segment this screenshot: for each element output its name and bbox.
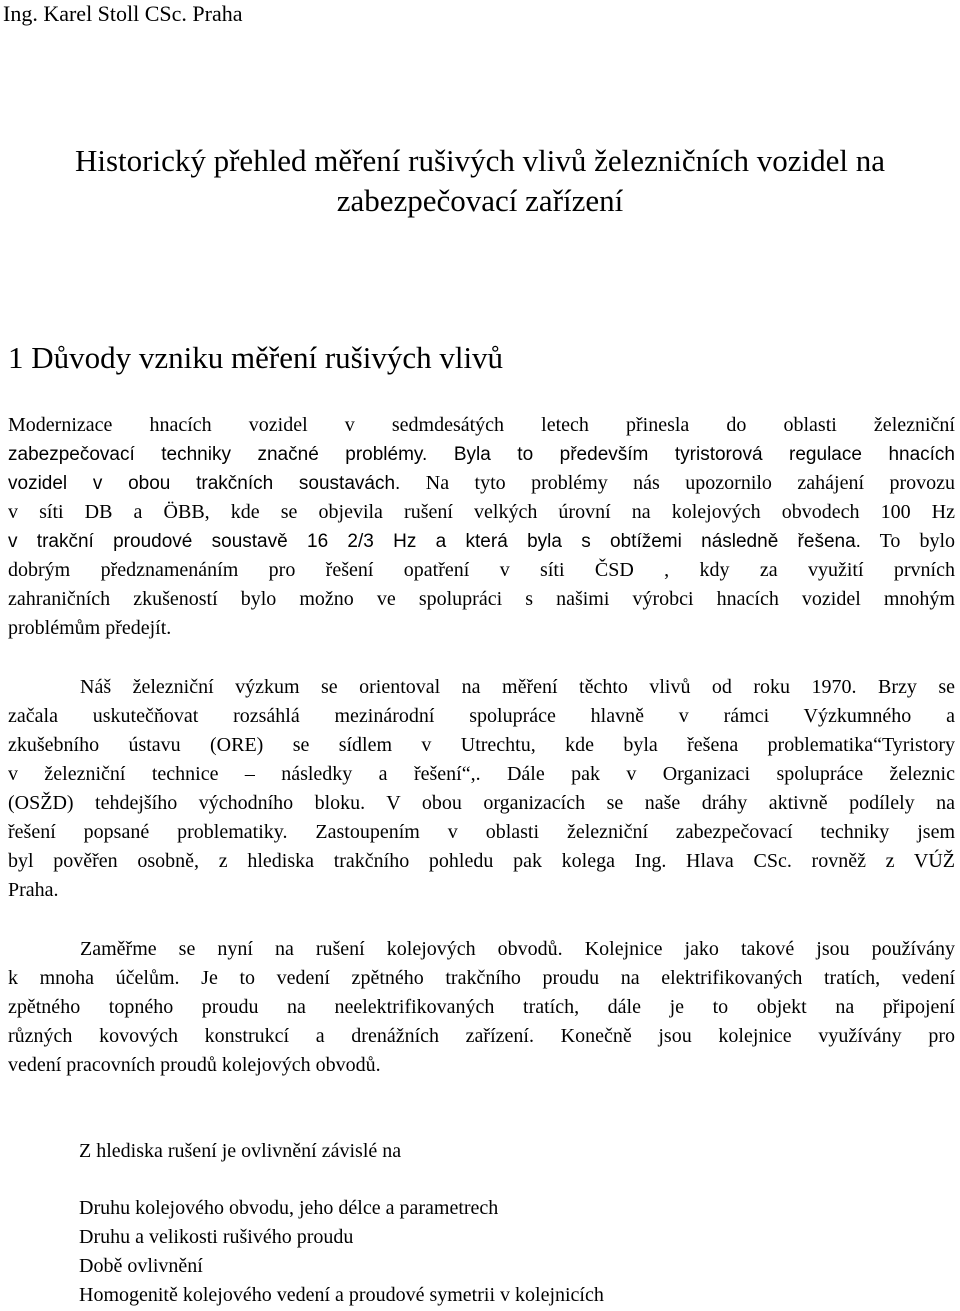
list-intro: Z hlediska rušení je ovlivnění závislé na	[79, 1140, 402, 1162]
paragraph-3-line-1-text: Zaměřme se nyní na rušení kolejových obvodů. Kolejnice jako takové jsou používány	[80, 938, 955, 960]
paragraph-3-line-5: vedení pracovních proudů kolejových obvodů.	[8, 1054, 381, 1076]
title-line-2: zabezpečovací zařízení	[336, 183, 624, 218]
paragraph-1-line-1: Modernizace hnacích vozidel v sedmdesátých letech přinesla do oblasti železniční	[8, 414, 955, 436]
paragraph-2-line-3: zkušebního ústavu (ORE) se sídlem v Utrechtu, kde byla řešena problematika“Tyristory	[8, 734, 955, 756]
paragraph-2-line-5: (OSŽD) tehdejšího východního bloku. V obou organizacích se naše dráhy aktivně podílely na	[8, 792, 955, 814]
paragraph-1-line-2: zabezpečovací techniky značné problémy. Byla to především tyristorová regulace hnacích	[8, 444, 955, 465]
list-item: Druhu a velikosti rušivého proudu	[79, 1226, 354, 1248]
document-title	[0, 141, 960, 221]
paragraph-3-line-3: zpětného topného proudu na neelektrifikovaných tratích, dále je to objekt na připojení	[8, 996, 955, 1018]
paragraph-3	[8, 935, 955, 1080]
paragraph-1-line-7: zahraničních zkušeností bylo možno ve spolupráci s našimi výrobci hnacích vozidel mnohým	[8, 588, 955, 610]
paragraph-3-line-1	[8, 935, 955, 964]
factor-list	[79, 1194, 604, 1310]
paragraph-2-line-6: řešení popsané problematiky. Zastoupením v oblasti železniční zabezpečovací techniky jsem	[8, 821, 955, 843]
paragraph-1-line-3	[8, 469, 955, 498]
paragraph-2-line-4: v železniční technice – následky a řešení“,. Dále pak v Organizaci spolupráce železnic	[8, 763, 955, 785]
paragraph-1-line-5	[8, 527, 955, 556]
list-item: Homogenitě kolejového vedení a proudové symetrii v kolejnicích	[79, 1284, 604, 1306]
title-line-1: Historický přehled měření rušivých vlivů železničních vozidel na	[74, 143, 886, 178]
paragraph-2-line-7: byl pověřen osobně, z hlediska trakčního pohledu pak kolega Ing. Hlava CSc. rovněž z VÚŽ	[8, 850, 955, 872]
paragraph-1-line-8: problémům předejít.	[8, 617, 172, 639]
section-heading: 1 Důvody vzniku měření rušivých vlivů	[8, 340, 504, 375]
paragraph-2-line-1	[8, 673, 955, 702]
paragraph-3-line-2: k mnoha účelům. Je to vedení zpětného trakčního proudu na elektrifikovaných tratích, vedení	[8, 967, 955, 989]
paragraph-1-line-3-sans: vozidel v obou trakčních soustavách.	[8, 473, 401, 494]
paragraph-2	[8, 673, 955, 905]
paragraph-1-line-3-serif: Na tyto problémy nás upozornilo zahájení provozu	[400, 472, 955, 494]
paragraph-2-line-8: Praha.	[8, 879, 59, 901]
paragraph-1-line-4: v síti DB a ÖBB, kde se objevila rušení velkých úrovní na kolejových obvodech 100 Hz	[8, 501, 955, 523]
paragraph-2-line-1-text: Náš železniční výzkum se orientoval na měření těchto vlivů od roku 1970. Brzy se	[80, 676, 955, 698]
author-line: Ing. Karel Stoll CSc. Praha	[3, 1, 243, 26]
paragraph-1	[8, 411, 955, 643]
paragraph-1-line-6: dobrým předznamenáním pro řešení opatření v síti ČSD , kdy za využití prvních	[8, 559, 955, 581]
paragraph-2-line-2: začala uskutečňovat rozsáhlá mezinárodní spolupráce hlavně v rámci Výzkumného a	[8, 705, 955, 727]
paragraph-3-line-4: různých kovových konstrukcí a drenážních zařízení. Konečně jsou kolejnice využívány pro	[8, 1025, 955, 1047]
list-item: Druhu kolejového obvodu, jeho délce a parametrech	[79, 1197, 499, 1219]
list-item: Době ovlivnění	[79, 1255, 203, 1277]
paragraph-1-line-5-serif: To bylo	[860, 530, 955, 552]
paragraph-1-line-5-sans: v trakční proudové soustavě 16 2/3 Hz a která byla s obtížemi následně řešena.	[8, 531, 861, 552]
